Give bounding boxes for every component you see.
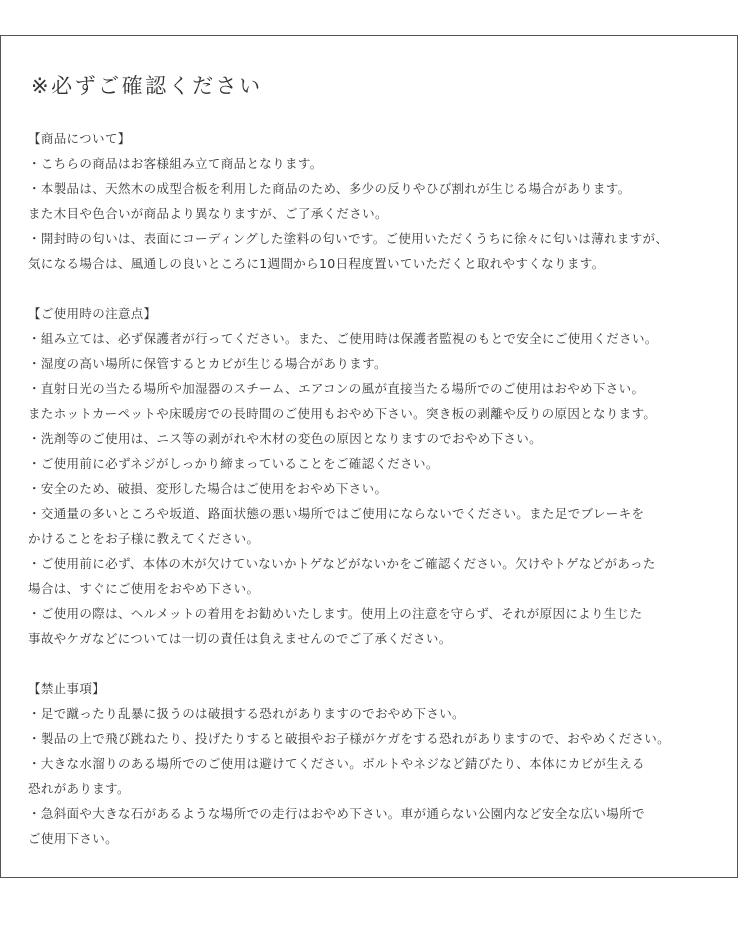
section-heading: 【禁止事項】 [28,681,106,696]
notice-line: 事故やケガなどについては一切の責任は負えませんのでご了承ください。 [28,631,452,646]
blank-line [28,651,733,676]
notice-body [28,126,733,851]
notice-box [0,35,738,878]
notice-title: ※必ずご確認ください [31,74,263,98]
notice-line: ・ご使用前に必ず、本体の木が欠けていないかトゲなどがないかをご確認ください。欠けやトゲなどがあった [28,556,656,571]
notice-line: かけることをお子様に教えてください。 [28,531,260,546]
notice-line: またホットカーペットや床暖房での長時間のご使用もおやめ下さい。突き板の剥離や反りの原因となります。 [28,406,657,421]
notice-line: ・安全のため、破損、変形した場合はご使用をおやめ下さい。 [28,481,388,496]
blank-line [28,276,733,301]
notice-line: ・大きな水溜りのある場所でのご使用は避けてください。ボルトやネジなど錆びたり、本体にカビが生える [28,756,645,771]
notice-line: ・洗剤等のご使用は、ニス等の剥がれや木材の変色の原因となりますのでおやめ下さい。 [28,431,543,446]
notice-line: ・ご使用前に必ずネジがしっかり締まっていることをご確認ください。 [28,456,439,471]
notice-line: ・製品の上で飛び跳ねたり、投げたりすると破損やお子様がケガをする恐れがありますので、おやめください。 [28,731,671,746]
notice-line: また木目や色合いが商品より異なりますが、ご了承ください。 [28,206,388,221]
notice-line: ・ご使用の際は、ヘルメットの着用をお勧めいたします。使用上の注意を守らず、それが原因により生じた [28,606,643,621]
notice-line: 場合は、すぐにご使用をおやめ下さい。 [28,581,260,596]
notice-line: ・交通量の多いところや坂道、路面状態の悪い場所ではご使用にならないでください。また足でブレーキを [28,506,645,521]
notice-line: ご使用下さい。 [28,831,118,846]
section-heading: 【商品について】 [28,131,131,146]
notice-line: 気になる場合は、風通しの良いところに1週間から10日程度置いていただくと取れやすくなります。 [28,256,605,271]
notice-line: 恐れがあります。 [28,781,130,796]
notice-line: ・本製品は、天然木の成型合板を利用した商品のため、多少の反りやひび割れが生じる場合があります。 [28,181,631,196]
notice-line: ・直射日光の当たる場所や加湿器のスチーム、エアコンの風が直接当たる場所でのご使用はおやめ下さい。 [28,381,645,396]
notice-line: ・湿度の高い場所に保管するとカビが生じる場合があります。 [28,356,387,371]
notice-line: ・足で蹴ったり乱暴に扱うのは破損する恐れがありますのでおやめ下さい。 [28,706,465,721]
notice-line: ・こちらの商品はお客様組み立て商品となります。 [28,156,323,171]
notice-line: ・急斜面や大きな石があるような場所での走行はおやめ下さい。車が通らない公園内など安全な広い場所で [28,806,645,821]
notice-line: ・組み立ては、必ず保護者が行ってください。また、ご使用時は保護者監視のもとで安全にご使用ください。 [28,331,658,346]
section-heading: 【ご使用時の注意点】 [28,306,157,321]
notice-line: ・開封時の匂いは、表面にコーディングした塗料の匂いです。ご使用いただくうちに徐々に匂いは薄れますが、 [28,231,669,246]
